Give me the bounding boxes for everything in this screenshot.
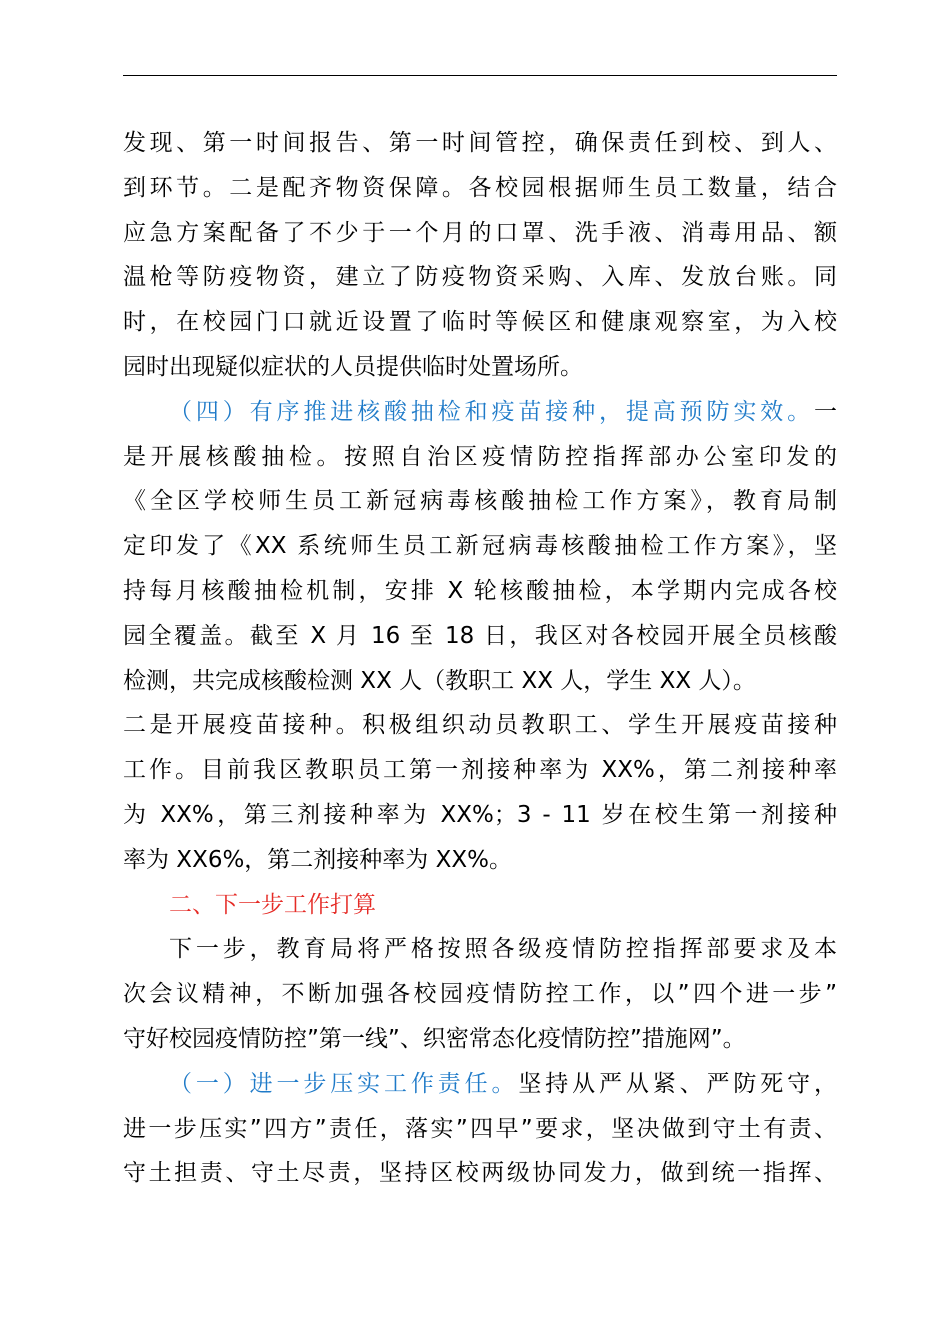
section-heading-line [123,883,837,928]
subsection-heading-line [123,1062,837,1107]
text-line [123,435,837,480]
line-text: 到环节。二是配齐物资保障。各校园根据师生员工数量，结合 [123,174,837,201]
line-text: 率为 XX6%，第二剂接种率为 XX%。 [123,846,512,873]
line-text: 《全区学校师生员工新冠病毒核酸抽检工作方案》，教育局制 [123,488,837,515]
line-text: 检测，共完成核酸检测 XX 人（教职工 XX 人，学生 XX 人）。 [123,667,756,694]
line-text: 一 [814,398,837,425]
subsection-heading-line [123,390,837,435]
text-line [123,255,837,300]
line-text: 工作。目前我区教职员工第一剂接种率为 XX%，第二剂接种率 [123,757,837,784]
text-line [123,659,837,704]
line-text: 是开展核酸抽检。按照自治区疫情防控指挥部办公室印发的 [123,443,837,470]
line-text: 下一步，教育局将严格按照各级疫情防控指挥部要求及本 [169,936,837,963]
text-line [123,211,837,256]
line-text: 园全覆盖。截至 X 月 16 至 18 日，我区对各校园开展全员核酸 [123,622,837,649]
text-line [123,748,837,793]
line-text: 坚持从严从紧、严防死守， [518,1070,837,1097]
line-text: 温枪等防疫物资，建立了防疫物资采购、入库、发放台账。同 [123,264,837,291]
text-line [123,479,837,524]
line-text: 守好校园疫情防控”第一线”、织密常态化疫情防控”措施网”。 [123,1025,746,1052]
header-rule [123,75,837,76]
text-line [123,524,837,569]
line-text: 次会议精神，不断加强各校园疫情防控工作，以”四个进一步” [123,981,837,1008]
text-line [123,838,837,883]
text-line [123,166,837,211]
text-line [123,121,837,166]
line-text: 时，在校园门口就近设置了临时等候区和健康观察室，为入校 [123,309,837,336]
line-text: 二是开展疫苗接种。积极组织动员教职工、学生开展疫苗接种 [123,712,837,739]
text-line [123,793,837,838]
line-text: 定印发了《XX 系统师生员工新冠病毒核酸抽检工作方案》，坚 [123,533,837,560]
line-text: 持每月核酸抽检机制，安排 X 轮核酸抽检，本学期内完成各校 [123,577,837,604]
line-text: 进一步压实”四方”责任，落实”四早”要求，坚决做到守土有责、 [123,1115,837,1142]
subsection-heading-four: （四）有序推进核酸抽检和疫苗接种，提高预防实效。 [169,398,814,425]
text-line [123,703,837,748]
text-line [123,1107,837,1152]
text-line [123,345,837,390]
text-line [123,1017,837,1062]
section-heading-next-steps: 二、下一步工作打算 [169,891,376,918]
text-line [123,614,837,659]
line-text: 守土担责、守土尽责，坚持区校两级协同发力，做到统一指挥、 [123,1160,837,1187]
text-line [123,1151,837,1196]
document-body [123,121,837,1196]
line-text: 园时出现疑似症状的人员提供临时处置场所。 [123,353,583,380]
line-text: 应急方案配备了不少于一个月的口罩、洗手液、消毒用品、额 [123,219,837,246]
text-line [123,300,837,345]
text-line [123,569,837,614]
line-text: 为 XX%，第三剂接种率为 XX%；3 - 11 岁在校生第一剂接种 [123,801,837,828]
text-line [123,972,837,1017]
text-line [123,927,837,972]
line-text: 发现、第一时间报告、第一时间管控，确保责任到校、到人、 [123,130,837,156]
subsection-heading-one: （一）进一步压实工作责任。 [169,1070,519,1097]
